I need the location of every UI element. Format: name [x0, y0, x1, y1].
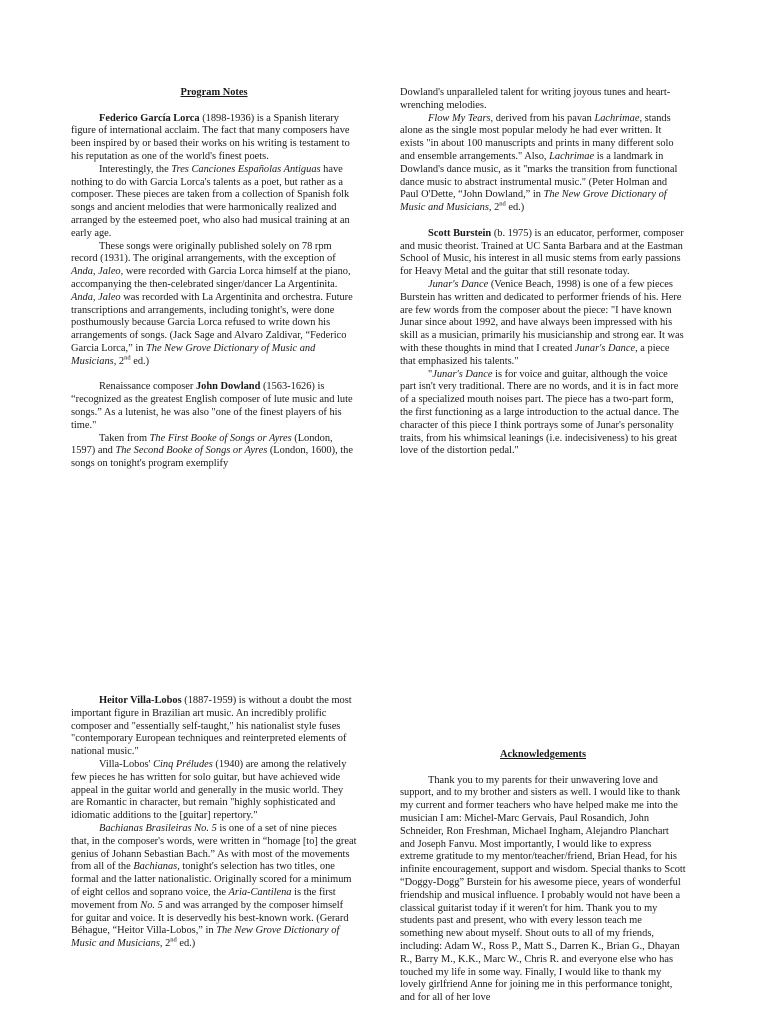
program-notes-heading: Program Notes [180, 87, 248, 98]
flow-my-tears-paragraph: Flow My Tears, derived from his pavan Lachrimae, stands alone as the single most popular melody he had ever written. It exists "in about 100 manuscripts and prints in many different solo and ensemble arrangements." Also, Lachrimae is a landmark in Dowland's dance music, as it "marks the transition from functional dance music to abstract instrumental music." (Peter Holman and Paul O'Dette, “John Dowland,” in The New Grove Dictionary of Music and Musicians, 2nd ed.) [400, 112, 678, 214]
villa-lobos-paragraph-2: Villa-Lobos' Cinq Préludes (1940) are among the relatively few pieces he has written for solo guitar, but have achieved wide appeal in the guitar world and generally in the music world. They are Romantic in character, but remain "highly sophisticated and idiomatic additions to the [guitar] repertory." [71, 758, 347, 822]
acknowledgements-heading: Acknowledgements [499, 749, 586, 760]
burstein-paragraph-1: Scott Burstein (b. 1975) is an educator, performer, composer and music theorist. Trained at UC Santa Barbara and at the Eastman School of Music, his interest in all music stems from early passions for Heavy Metal and the guitar that still resonate today. [400, 227, 684, 278]
program-notes-column-right [400, 87, 686, 458]
acknowledgements-column [400, 749, 686, 1005]
acknowledgements-paragraph: Thank you to my parents for their unwavering love and support, and to my brother and sisters as well. I would like to thank my current and former teachers who have helped make me into the musician I am: Michel-Marc Gervais, Paul Rosandich, John Schneider, Ron Freshman, Michael Ingham, Alejandro Planchart and Joseph Fanvu. Most importantly, I would like to express extreme gratitude to my mentor/teacher/friend, Brian Head, for his infinite encouragement, support and wisdom. Special thanks to Scott “Doggy-Dogg” Burstein for his awesome piece, years of wonderful friendship and musical influence. I probably would not have been a classical guitarist today if it weren't for him. Thank you to my students past and present, who with every lesson teach me something new about myself. Shout outs to all of my friends, including: Adam W., Ross P., Matt S., Darren K., Brian G., Dhayan R., Barry M., K.K., Marc W., Chris R. and everyone else who has touched my life in some way. Finally, I would like to thank my lovely girlfriend Anne for joining me in this performance tonight, and for all of her love [400, 774, 686, 1004]
lorca-paragraph-1: Federico García Lorca (1898-1936) is a Spanish literary figure of international acclaim. The fact that many composers have been inspired by or based their works on his writing is testament to his reputation as one of the world's finest poets. [71, 112, 350, 162]
villa-lobos-paragraph-3: Bachianas Brasileiras No. 5 is one of a set of nine pieces that, in the composer's words, were written in “homage [to] the great genius of Johann Sebastian Bach.” As with most of the movements from all of the Bachianas, tonight's selection has two titles, one formal and the latter nationalistic. Originally scored for a minimum of eight cellos and soprano voice, the Aria-Cantilena is the first movement from No. 5 and was arranged by the composer himself for guitar and voice. It is deservedly his best-known work. (Gerard Béhague, “Heitor Villa-Lobos,” in The New Grove Dictionary of Music and Musicians, 2nd ed.) [71, 822, 357, 950]
villa-lobos-paragraph-1: Heitor Villa-Lobos (1887-1959) is without a doubt the most important figure in Brazilian art music. An incredibly prolific composer and "essentially self-taught," his nationalist style fuses "contemporary European techniques and reinterpreted elements of national music." [71, 695, 352, 758]
burstein-paragraph-3: "Junar's Dance is for voice and guitar, although the voice part isn't very traditional. There are no words, and it is in fact more of a specialized mouth noises part. The piece has a two-part form, the first functioning as a large introduction to the actual dance. The character of this piece I think portrays some of Junar's personality traits, from his whimsical leanings (i.e. indecisiveness) to his great love of the distortion pedal." [400, 368, 679, 457]
lorca-paragraph-3: These songs were originally published solely on 78 rpm record (1931). The original arrangements, with the exception of Anda, Jaleo, were recorded with Garcia Lorca himself at the piano, accompanying the then-celebrated singer/dancer La Argentinita. Anda, Jaleo was recorded with La Argentinita and orchestra. Future transcriptions and arrangements, including tonight's, were done posthumously because Garcia Lorca refused to write down his arrangements of songs. (Jack Sage and Alvaro Zaldivar, “Federico Garcia Lorca,” in The New Grove Dictionary of Music and Musicians, 2nd ed.) [71, 240, 353, 367]
villa-lobos-column [71, 695, 357, 951]
burstein-paragraph-2: Junar's Dance (Venice Beach, 1998) is one of a few pieces Burstein has written and dedicated to performer friends of his. Here are few words from the composer about the piece: "I have known Junar since about 1992, and have always been impressed with his skill as a musician, primarily his musicianship and strong ear. It was with these thoughts in mind that I created Junar's Dance, a piece that emphasized his talents." [400, 278, 684, 367]
program-notes-column-left [71, 87, 357, 471]
dowland-paragraph-1: Renaissance composer John Dowland (1563-1626) is “recognized as the greatest English composer of lute music and lute songs.” As a lutenist, he was also "one of the finest players of his time." [71, 381, 353, 431]
dowland-paragraph-3: Dowland's unparalleled talent for writing joyous tunes and heart-wrenching melodies. [400, 87, 671, 111]
lorca-paragraph-2: Interestingly, the Tres Canciones Españolas Antiguas have nothing to do with Garcia Lorca's talents as a poet, but rather as a composer. These pieces are taken from a collection of Spanish folk songs and ancient melodies that were harmonically realized and arranged by the esteemed poet, who also had musical training at an early age. [71, 163, 350, 239]
dowland-paragraph-2: Taken from The First Booke of Songs or Ayres (London, 1597) and The Second Booke of Songs or Ayres (London, 1600), the songs on tonight's program exemplify [71, 432, 353, 470]
